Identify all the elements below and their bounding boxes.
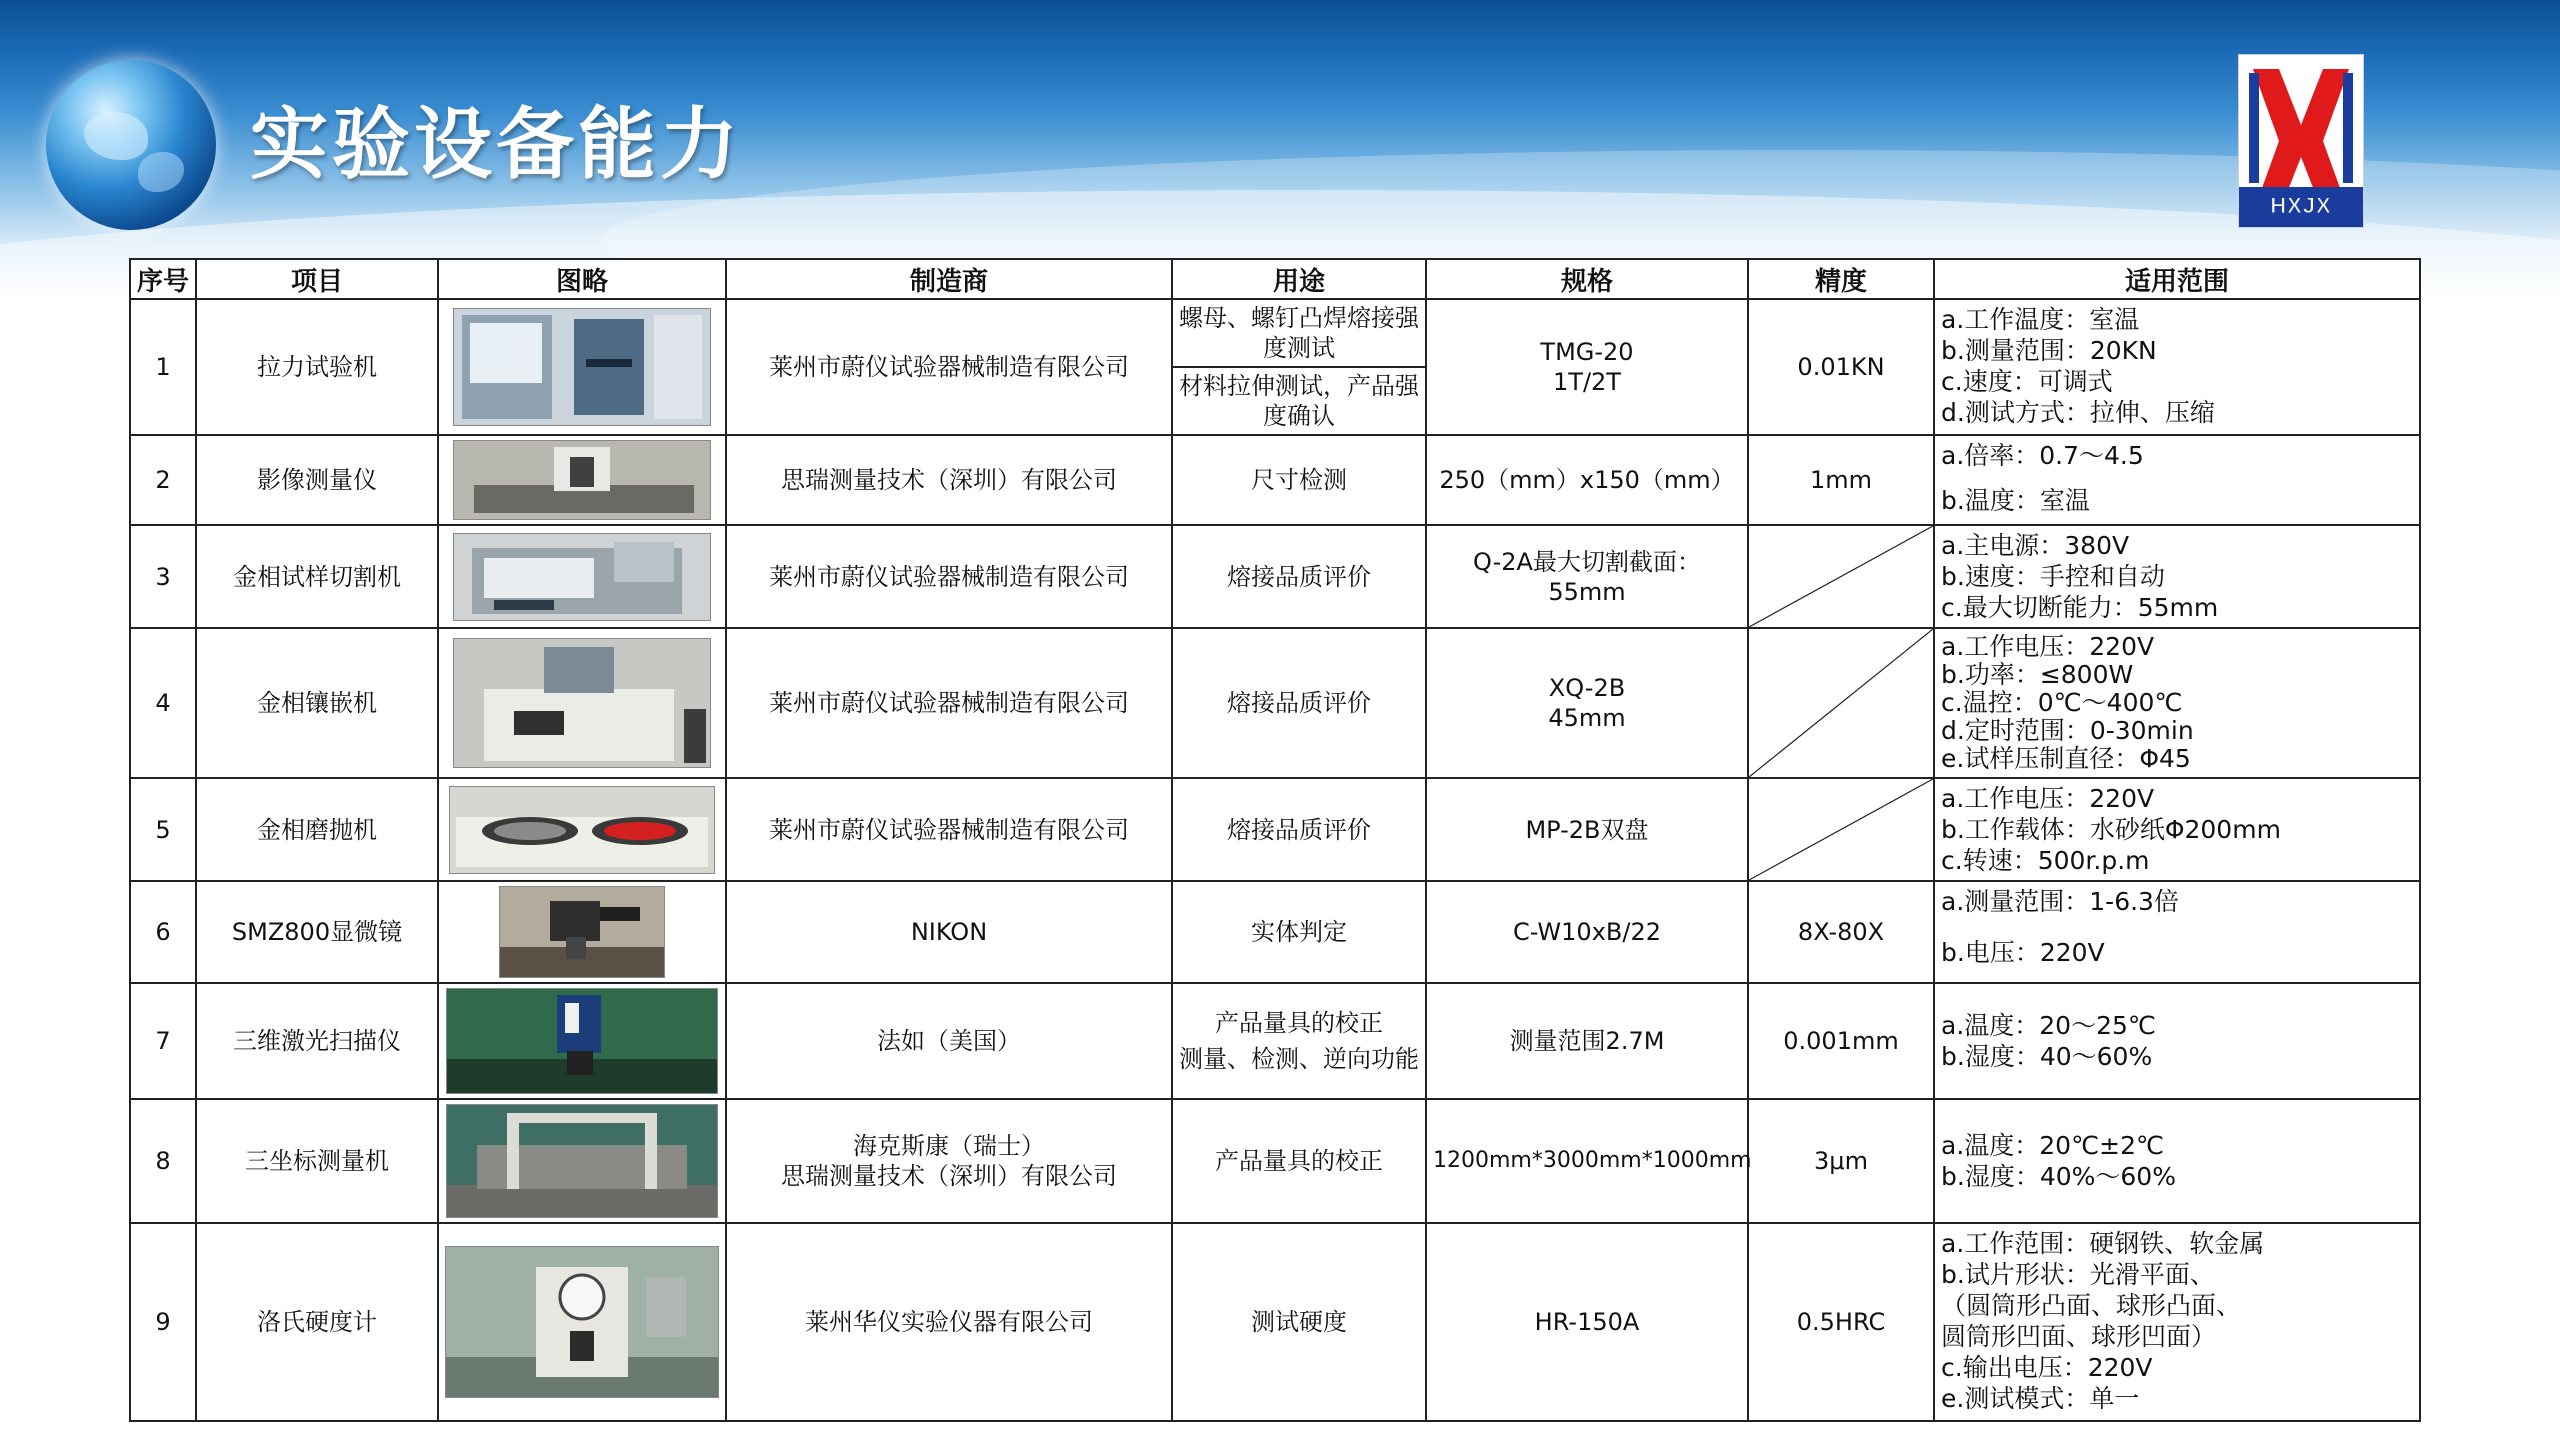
col-header-maker: 制造商 [726,259,1172,299]
globe-icon [46,60,216,230]
range-line: （圆筒形凸面、球形凸面、 [1941,1291,2242,1320]
spec: 250（mm）x150（mm） [1426,435,1748,525]
range-line: a.倍率：0.7～4.5 [1941,441,2144,470]
range-line: a.温度：20℃±2℃ [1941,1131,2165,1160]
range-line: a.主电源：380V [1941,531,2130,560]
range-line: b.速度：手控和自动 [1941,562,2165,591]
spec: 测量范围2.7M [1426,983,1748,1099]
manufacturer: 莱州市蔚仪试验器械制造有限公司 [726,778,1172,881]
range-cell [1934,525,2420,628]
table-header-row [130,259,2420,299]
usage-cell [1172,983,1426,1099]
usage: 熔接品质评价 [1172,778,1426,881]
col-header-precision: 精度 [1748,259,1934,299]
logo-text: HXJX [2270,193,2332,218]
table-row [130,435,2420,525]
tensile-tester-photo [453,308,711,426]
range-line: d.定时范围：0-30min [1941,716,2194,745]
range-line: c.转速：500r.p.m [1941,846,2150,875]
usage: 实体判定 [1172,881,1426,983]
precision-na-cell [1748,628,1934,778]
usage: 产品量具的校正 [1172,1099,1426,1223]
precision: 8X-80X [1748,881,1934,983]
range-line: a.测量范围：1-6.3倍 [1941,887,2179,916]
spec: HR-150A [1426,1223,1748,1421]
usage-top: 螺母、螺钉凸焊熔接强度测试 [1173,300,1425,368]
mounting-press-photo [453,638,711,768]
item-name: 洛氏硬度计 [196,1223,438,1421]
range-line: b.电压：220V [1941,938,2105,967]
precision: 0.001mm [1748,983,1934,1099]
row-number: 5 [130,778,196,881]
range-line: b.温度：室温 [1941,486,2090,515]
spec: MP-2B双盘 [1426,778,1748,881]
spec: Q-2A最大切割截面： 55mm [1426,525,1748,628]
table-row [130,1099,2420,1223]
table-row [130,881,2420,983]
header-banner [0,0,2560,300]
cmm-photo [446,1104,718,1218]
precision: 0.01KN [1748,299,1934,435]
table-row [130,983,2420,1099]
range-line: d.测试方式：拉伸、压缩 [1941,398,2215,427]
diagonal-slash [1749,526,1933,627]
table-row [130,778,2420,881]
equipment-photo-cell [438,525,726,628]
equipment-photo-cell [438,778,726,881]
col-header-range: 适用范围 [1934,259,2420,299]
row-number: 1 [130,299,196,435]
row-number: 7 [130,983,196,1099]
company-logo [2238,54,2364,228]
range-cell [1934,435,2420,525]
col-header-usage: 用途 [1172,259,1426,299]
manufacturer: 莱州市蔚仪试验器械制造有限公司 [726,525,1172,628]
range-cell [1934,983,2420,1099]
equipment-table-wrap [129,258,2419,1413]
range-line: c.温控：0℃～400℃ [1941,688,2183,717]
equipment-photo-cell [438,1223,726,1421]
col-header-image: 图略 [438,259,726,299]
manufacturer: 莱州华仪实验仪器有限公司 [726,1223,1172,1421]
item-name: 金相试样切割机 [196,525,438,628]
usage: 尺寸检测 [1172,435,1426,525]
grinding-polisher-photo [449,786,715,874]
item-name: 金相镶嵌机 [196,628,438,778]
manufacturer: 海克斯康（瑞士） 思瑞测量技术（深圳）有限公司 [726,1099,1172,1223]
precision: 1mm [1748,435,1934,525]
laser-scanner-photo [446,988,718,1094]
usage-bottom: 材料拉伸测试，产品强度确认 [1179,372,1419,430]
range-line: b.试片形状：光滑平面、 [1941,1260,2215,1289]
table-row [130,525,2420,628]
range-line: b.功率：≤800W [1941,660,2134,689]
equipment-photo-cell [438,435,726,525]
range-line: c.最大切断能力：55mm [1941,593,2219,622]
range-line: e.测试模式：单一 [1941,1384,2140,1413]
col-header-spec: 规格 [1426,259,1748,299]
item-name: 三坐标测量机 [196,1099,438,1223]
precision-na-cell [1748,525,1934,628]
diagonal-slash [1749,779,1933,880]
equipment-photo-cell [438,1099,726,1223]
manufacturer: 莱州市蔚仪试验器械制造有限公司 [726,299,1172,435]
item-name: SMZ800显微镜 [196,881,438,983]
range-line: c.速度：可调式 [1941,367,2113,396]
usage-bottom: 测量、检测、逆向功能 [1179,1045,1419,1073]
range-cell [1934,1223,2420,1421]
range-cell [1934,1099,2420,1223]
usage-cell [1172,299,1426,435]
row-number: 2 [130,435,196,525]
precision-na-cell [1748,778,1934,881]
vision-measuring-photo [453,440,711,520]
row-number: 9 [130,1223,196,1421]
range-cell [1934,299,2420,435]
range-cell [1934,628,2420,778]
equipment-photo-cell [438,299,726,435]
manufacturer: 法如（美国） [726,983,1172,1099]
range-line: b.工作载体：水砂纸Φ200mm [1941,815,2281,844]
item-name: 影像测量仪 [196,435,438,525]
range-line: b.湿度：40%～60% [1941,1162,2176,1191]
table-row [130,299,2420,435]
row-number: 6 [130,881,196,983]
col-header-item: 项目 [196,259,438,299]
table-row [130,1223,2420,1421]
equipment-photo-cell [438,628,726,778]
usage: 测试硬度 [1172,1223,1426,1421]
manufacturer: NIKON [726,881,1172,983]
manufacturer: 思瑞测量技术（深圳）有限公司 [726,435,1172,525]
range-line: b.湿度：40～60% [1941,1042,2153,1071]
microscope-photo [499,886,665,978]
usage: 熔接品质评价 [1172,525,1426,628]
hardness-tester-photo [445,1246,719,1398]
equipment-photo-cell [438,881,726,983]
range-line: a.工作温度：室温 [1941,305,2140,334]
range-line: c.输出电压：220V [1941,1353,2153,1382]
item-name: 拉力试验机 [196,299,438,435]
item-name: 金相磨抛机 [196,778,438,881]
diagonal-slash [1749,629,1933,777]
equipment-table [129,258,2421,1422]
range-line: b.测量范围：20KN [1941,336,2157,365]
range-cell [1934,881,2420,983]
equipment-photo-cell [438,983,726,1099]
row-number: 8 [130,1099,196,1223]
precision: 3μm [1748,1099,1934,1223]
spec: TMG-20 1T/2T [1426,299,1748,435]
range-line: e.试样压制直径：Φ45 [1941,744,2191,773]
range-line: a.温度：20～25℃ [1941,1011,2156,1040]
spec: XQ-2B 45mm [1426,628,1748,778]
item-name: 三维激光扫描仪 [196,983,438,1099]
range-cell [1934,778,2420,881]
row-number: 4 [130,628,196,778]
page-title: 实验设备能力 [250,100,743,190]
usage: 熔接品质评价 [1172,628,1426,778]
col-header-no: 序号 [130,259,196,299]
spec: 1200mm*3000mm*1000mm [1426,1099,1748,1223]
range-line: a.工作范围：硬钢铁、软金属 [1941,1229,2265,1258]
range-line: a.工作电压：220V [1941,632,2155,661]
spec: C-W10xB/22 [1426,881,1748,983]
row-number: 3 [130,525,196,628]
table-row [130,628,2420,778]
range-line: a.工作电压：220V [1941,784,2155,813]
manufacturer: 莱州市蔚仪试验器械制造有限公司 [726,628,1172,778]
precision: 0.5HRC [1748,1223,1934,1421]
range-line: 圆筒形凹面、球形凹面） [1941,1322,2217,1351]
cutting-machine-photo [453,533,711,621]
usage-top: 产品量具的校正 [1215,1009,1383,1037]
